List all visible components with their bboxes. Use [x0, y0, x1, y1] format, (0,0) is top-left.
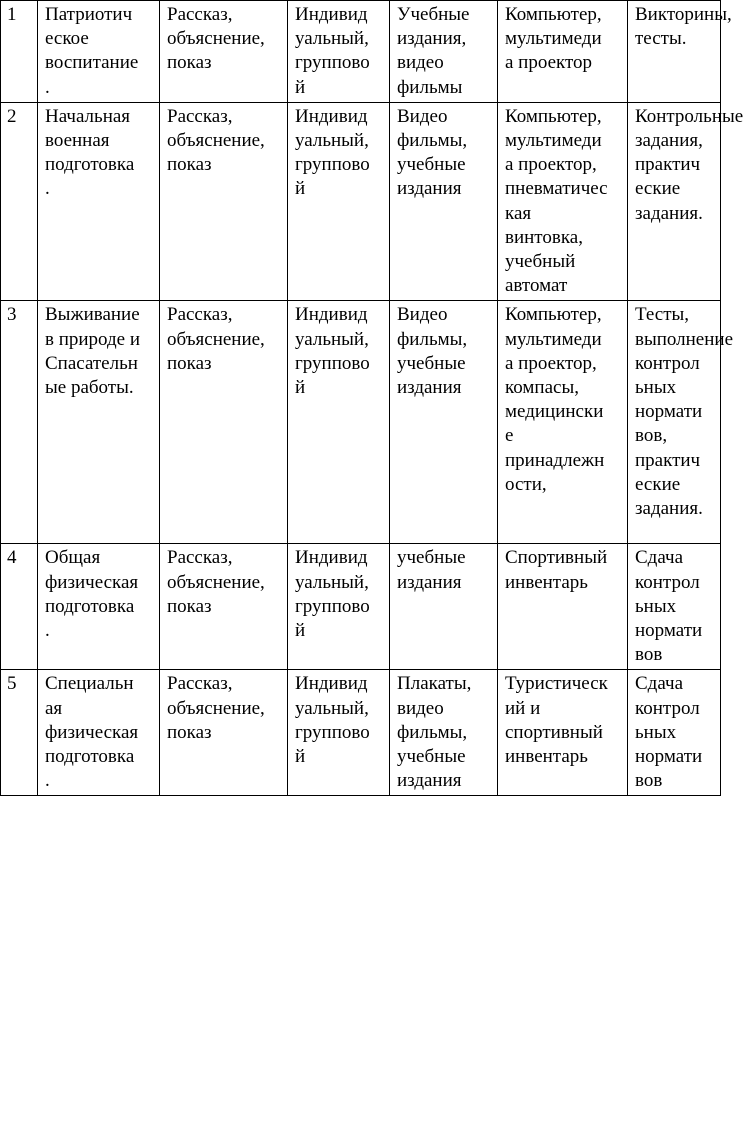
control-cell: Викторины, тесты.	[628, 1, 721, 103]
table-row	[1, 301, 721, 544]
table-row	[1, 544, 721, 670]
equipment-cell: Спортивный инвентарь	[498, 544, 628, 670]
form-cell: Индивид уальный, группово й	[288, 301, 390, 544]
materials-cell: Видео фильмы, учебные издания	[390, 102, 498, 301]
topic-cell: Начальная военная подготовка .	[38, 102, 160, 301]
table-row	[1, 102, 721, 301]
methods-cell: Рассказ, объяснение, показ	[160, 1, 288, 103]
row-number: 3	[1, 301, 38, 544]
materials-cell: Учебные издания, видео фильмы	[390, 1, 498, 103]
row-number: 4	[1, 544, 38, 670]
methods-cell: Рассказ, объяснение, показ	[160, 670, 288, 796]
equipment-cell: Туристическ ий и спортивный инвентарь	[498, 670, 628, 796]
methods-cell: Рассказ, объяснение, показ	[160, 102, 288, 301]
row-number: 1	[1, 1, 38, 103]
control-cell: Сдача контрол ьных нормати вов	[628, 544, 721, 670]
equipment-cell: Компьютер, мультимеди а проектор, пневматичес кая винтовка, учебный автомат	[498, 102, 628, 301]
form-cell: Индивид уальный, группово й	[288, 544, 390, 670]
form-cell: Индивид уальный, группово й	[288, 670, 390, 796]
table-row	[1, 1, 721, 103]
materials-cell: Видео фильмы, учебные издания	[390, 301, 498, 544]
materials-cell: Плакаты, видео фильмы, учебные издания	[390, 670, 498, 796]
control-cell: Сдача контрол ьных нормати вов	[628, 670, 721, 796]
control-cell: Тесты, выполнение контрол ьных нормати вов, практич еские задания.	[628, 301, 721, 544]
form-cell: Индивид уальный, группово й	[288, 1, 390, 103]
methods-cell: Рассказ, объяснение, показ	[160, 301, 288, 544]
form-cell: Индивид уальный, группово й	[288, 102, 390, 301]
topic-cell: Патриотич еское воспитание .	[38, 1, 160, 103]
topic-cell: Специальн ая физическая подготовка .	[38, 670, 160, 796]
equipment-cell: Компьютер, мультимеди а проектор, компасы, медицински е принадлежн ости,	[498, 301, 628, 544]
topic-cell: Выживание в природе и Спасательн ые работы.	[38, 301, 160, 544]
methods-cell: Рассказ, объяснение, показ	[160, 544, 288, 670]
table-row	[1, 670, 721, 796]
equipment-cell: Компьютер, мультимеди а проектор	[498, 1, 628, 103]
materials-cell: учебные издания	[390, 544, 498, 670]
row-number: 5	[1, 670, 38, 796]
topic-cell: Общая физическая подготовка .	[38, 544, 160, 670]
row-number: 2	[1, 102, 38, 301]
control-cell: Контрольные задания, практич еские задания.	[628, 102, 721, 301]
